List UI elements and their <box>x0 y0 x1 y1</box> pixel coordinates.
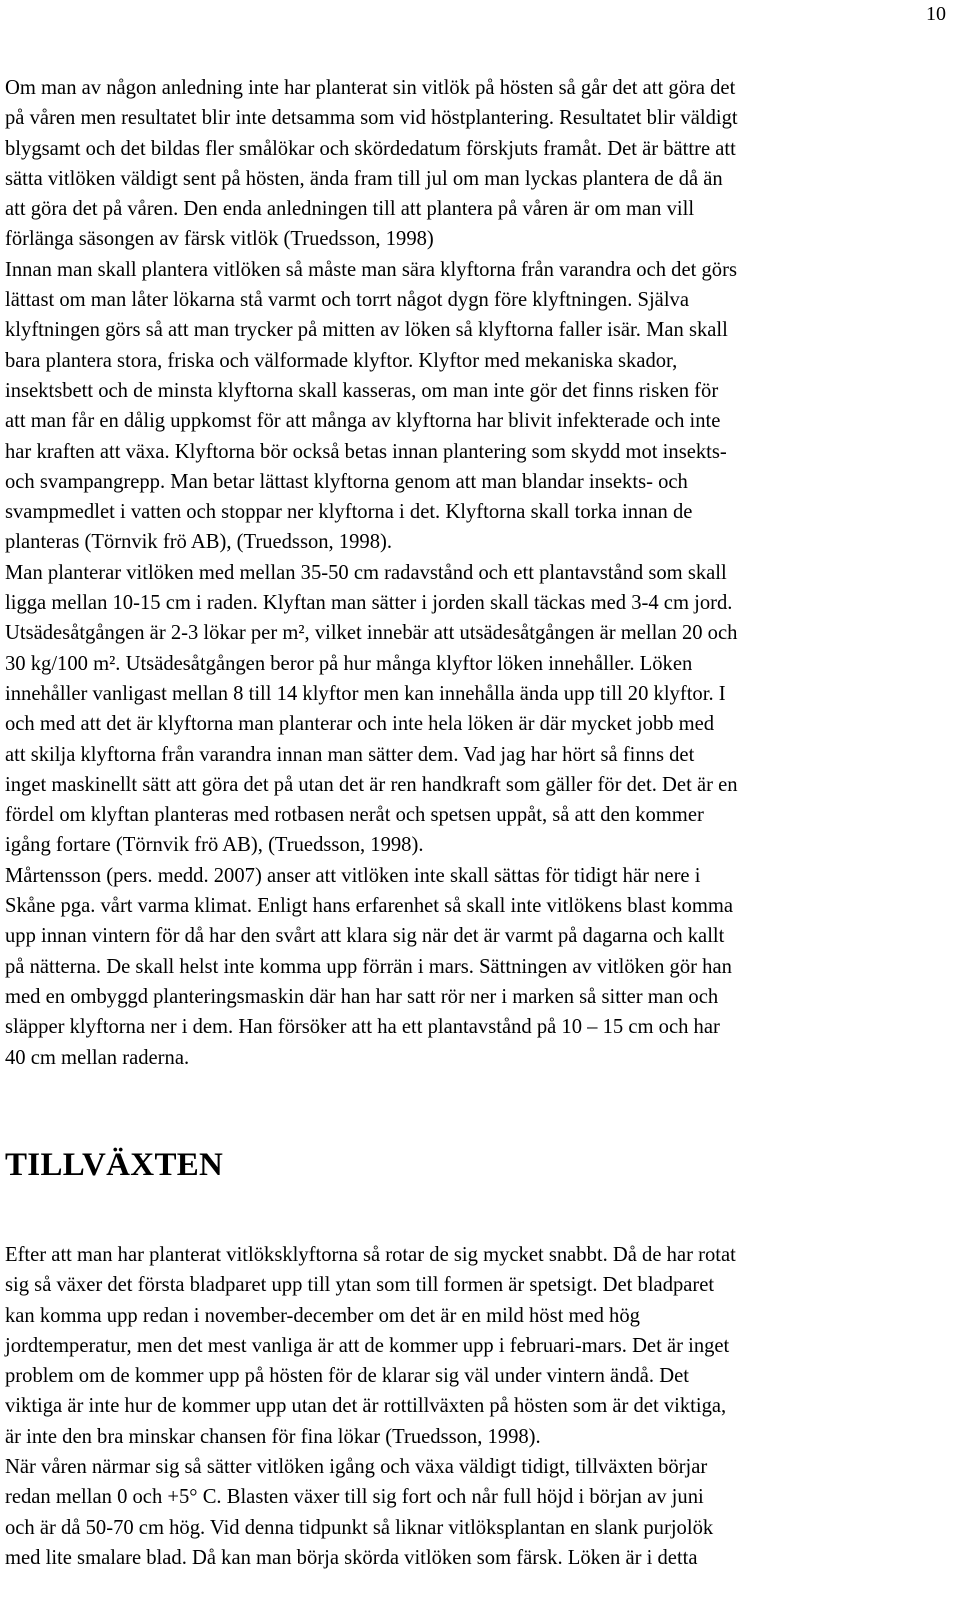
text-line: på våren men resultatet blir inte detsamma som vid höstplantering. Resultatet blir väldigt <box>5 107 738 130</box>
text-line: har kraften att växa. Klyftorna bör också betas innan plantering som skydd mot insekts- <box>5 440 727 463</box>
text-line: jordtemperatur, men det mest vanliga är att de kommer upp i februari-mars. Det är inget <box>5 1334 730 1357</box>
text-line: redan mellan 0 och +5° C. Blasten växer till sig fort och når full höjd i början av juni <box>5 1486 704 1509</box>
body-text-planting <box>5 73 957 1073</box>
text-line: viktiga är inte hur de kommer upp utan det är rottillväxten på hösten som är det viktiga, <box>5 1395 727 1418</box>
text-line: lättast om man låter lökarna stå varmt och torrt något dygn före klyftningen. Själva <box>5 289 689 312</box>
text-line: igång fortare (Törnvik frö AB), (Truedsson, 1998). <box>5 834 424 857</box>
text-line: ligga mellan 10-15 cm i raden. Klyftan man sätter i jorden skall täckas med 3-4 cm jord. <box>5 592 733 615</box>
text-line: 40 cm mellan raderna. <box>5 1046 190 1069</box>
text-line: svampmedlet i vatten och stoppar ner klyftorna i det. Klyftorna skall torka innan de <box>5 501 693 524</box>
text-line: upp innan vintern för då har den svårt att klara sig när det är varmt på dagarna och kallt <box>5 925 725 948</box>
text-line: och med att det är klyftorna man planterar och inte hela löken är där mycket jobb med <box>5 713 715 736</box>
text-line: När våren närmar sig så sätter vitlöken igång och växa väldigt tidigt, tillväxten börjar <box>5 1456 708 1479</box>
text-line: kan komma upp redan i november-december om det är en mild höst med hög <box>5 1304 640 1327</box>
text-line: 30 kg/100 m². Utsädesåtgången beror på hur många klyftor löken innehåller. Löken <box>5 652 693 675</box>
text-line: klyftningen görs så att man trycker på mitten av löken så klyftorna faller isär. Man skall <box>5 319 728 342</box>
text-line: sätta vitlöken väldigt sent på hösten, ända fram till jul om man lyckas plantera de då än <box>5 167 723 190</box>
page-number: 10 <box>926 3 946 25</box>
text-line: att göra det på våren. Den enda anledningen till att plantera på våren är om man vill <box>5 198 695 221</box>
text-line: Man planterar vitlöken med mellan 35-50 cm radavstånd och ett plantavstånd som skall <box>5 561 727 584</box>
text-line: fördel om klyftan planteras med rotbasen neråt och spetsen uppåt, så att den kommer <box>5 804 704 827</box>
text-line: är inte den bra minskar chansen för fina lökar (Truedsson, 1998). <box>5 1425 541 1448</box>
text-line: Mårtensson (pers. medd. 2007) anser att vitlöken inte skall sättas för tidigt här nere i <box>5 864 701 887</box>
text-line: bara plantera stora, friska och välformade klyftor. Klyftor med mekaniska skador, <box>5 349 678 372</box>
text-line: och är då 50-70 cm hög. Vid denna tidpunkt så liknar vitlöksplantan en slank purjolök <box>5 1516 714 1539</box>
text-line: Skåne pga. vårt varma klimat. Enligt hans erfarenhet så skall inte vitlökens blast komma <box>5 895 734 918</box>
text-line: Om man av någon anledning inte har planterat sin vitlök på hösten så går det att göra det <box>5 77 736 99</box>
text-line: problem om de kommer upp på hösten för de klarar sig väl under vintern ändå. Det <box>5 1365 689 1388</box>
text-line: innehåller vanligast mellan 8 till 14 klyftor men kan innehålla ända upp till 20 klyftor. I <box>5 682 726 705</box>
text-line: sig så växer det första bladparet upp till ytan som till formen är spetsigt. Det bladparet <box>5 1274 715 1297</box>
text-line: med en ombyggd planteringsmaskin där han har satt rör ner i marken så sitter man och <box>5 985 719 1008</box>
text-line: insektsbett och de minsta klyftorna skall kasseras, om man inte gör det finns risken för <box>5 379 719 402</box>
text-line: och svampangrepp. Man betar lättast klyftorna genom att man blandar insekts- och <box>5 470 688 493</box>
text-line: att man får en dålig uppkomst för att många av klyftorna har blivit infekterade och inte <box>5 410 721 433</box>
text-line: Efter att man har planterat vitlöksklyftorna så rotar de sig mycket snabbt. Då de har rotat <box>5 1244 736 1266</box>
text-line: Utsädesåtgången är 2-3 lökar per m², vilket innebär att utsädesåtgången är mellan 20 och <box>5 622 738 645</box>
text-line: Innan man skall plantera vitlöken så måste man sära klyftorna från varandra och det görs <box>5 258 737 281</box>
text-line: inget maskinellt sätt att göra det på utan det är ren handkraft som gäller för det. Det är en <box>5 773 738 796</box>
text-line: blygsamt och det bildas fler smålökar och skördedatum förskjuts framåt. Det är bättre att <box>5 137 736 160</box>
text-line: släpper klyftorna ner i dem. Han försöker att ha ett plantavstånd på 10 – 15 cm och har <box>5 1016 720 1039</box>
text-line: planteras (Törnvik frö AB), (Truedsson, 1998). <box>5 531 393 554</box>
text-line: med lite smalare blad. Då kan man börja skörda vitlöken som färsk. Löken är i detta <box>5 1546 698 1569</box>
section-heading: TILLVÄXTEN <box>5 1147 224 1183</box>
text-line: att skilja klyftorna från varandra innan man sätter dem. Vad jag har hört så finns det <box>5 743 695 766</box>
body-text-growth <box>5 1240 957 1573</box>
text-line: förlänga säsongen av färsk vitlök (Truedsson, 1998) <box>5 228 434 251</box>
text-line: på nätterna. De skall helst inte komma upp förrän i mars. Sättningen av vitlöken gör han <box>5 955 732 978</box>
